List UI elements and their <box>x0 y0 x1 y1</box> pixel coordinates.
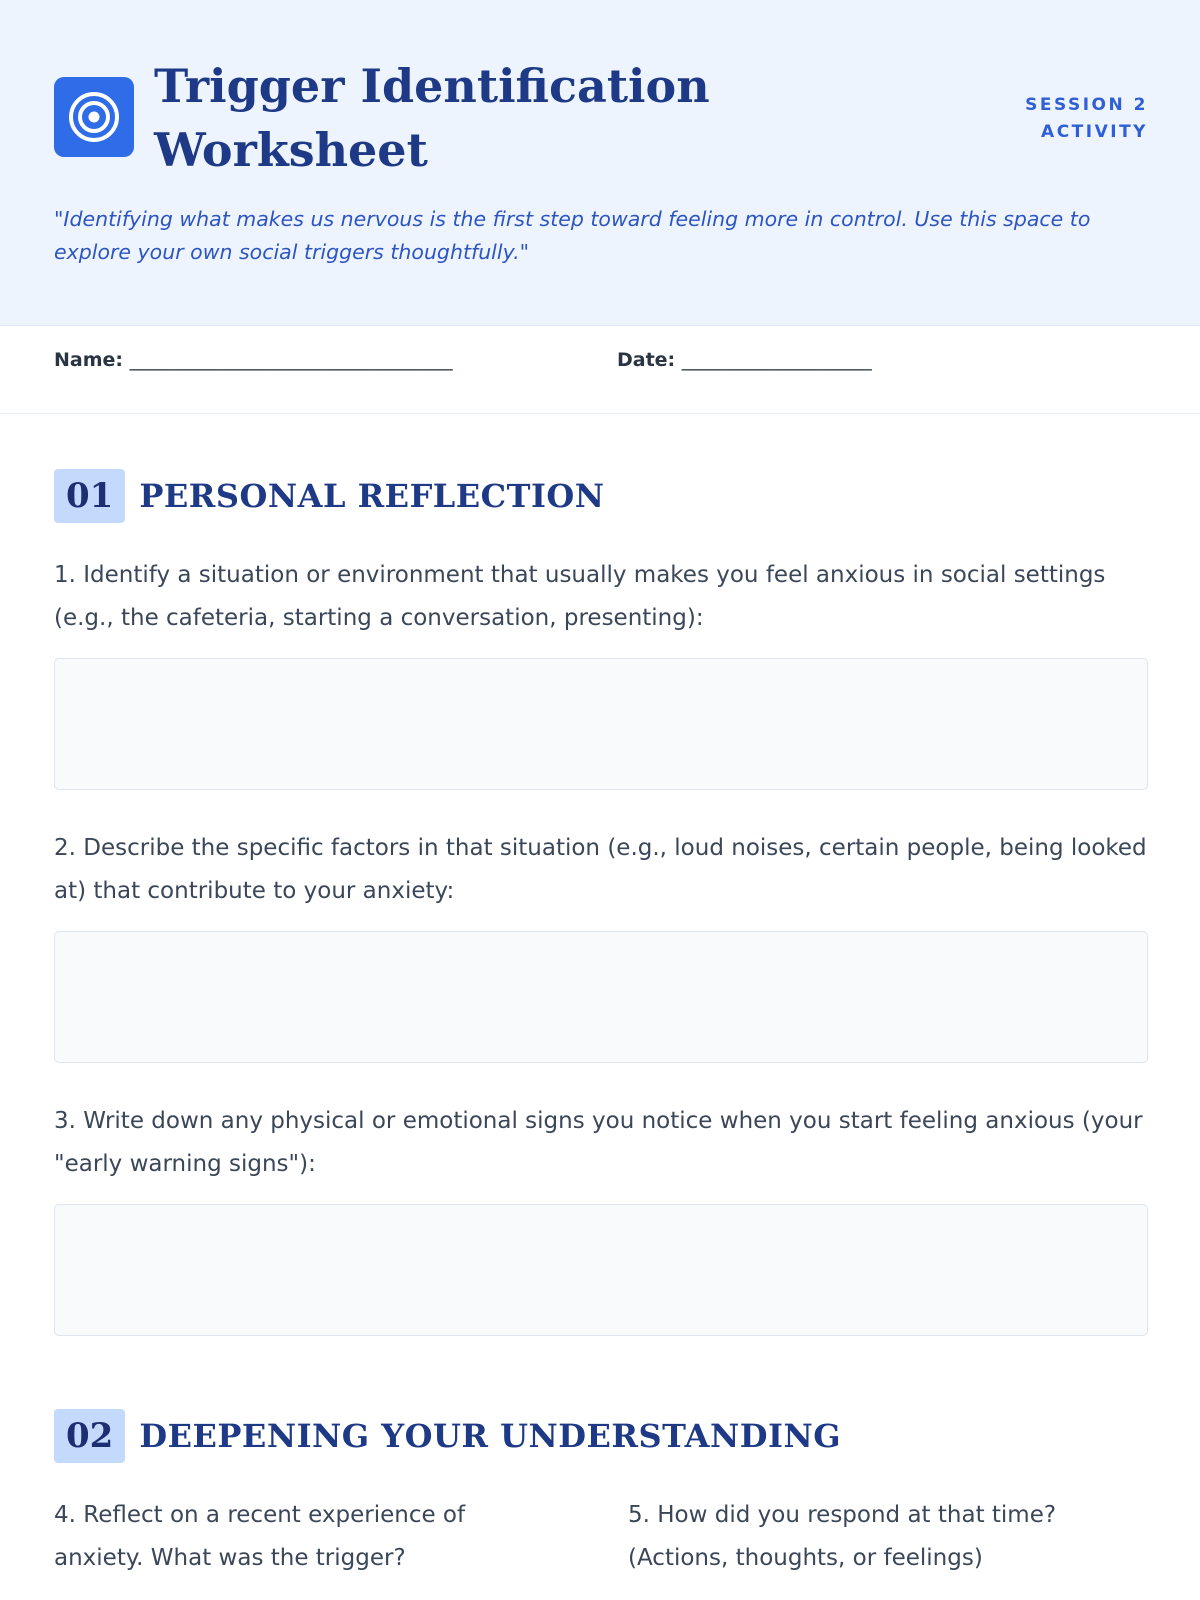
page-title: Trigger Identification Worksheet <box>154 59 710 177</box>
answer-box-3[interactable] <box>54 1204 1148 1336</box>
target-icon <box>54 77 134 157</box>
question-2: 2. Describe the specific factors in that situation (e.g., loud noises, certain people, being looked at) that contribute to your anxiety: <box>54 835 1147 904</box>
name-blank-line[interactable]: __________________________________ <box>129 349 453 371</box>
answer-box-1[interactable] <box>54 658 1148 790</box>
session-label: SESSION 2 ACTIVITY <box>1025 95 1148 142</box>
question-4: 4. Reflect on a recent experience of anxiety. What was the trigger? <box>54 1502 466 1571</box>
section-title: DEEPENING YOUR UNDERSTANDING <box>139 1417 842 1455</box>
section-number-badge: 02 <box>54 1409 125 1463</box>
date-field[interactable] <box>617 349 872 371</box>
question-3: 3. Write down any physical or emotional signs you notice when you start feeling anxious (your "early warning signs"): <box>54 1108 1143 1177</box>
section-number-badge: 01 <box>54 469 125 523</box>
question-1: 1. Identify a situation or environment that usually makes you feel anxious in social settings (e.g., the cafeteria, starting a conversation, presenting): <box>54 562 1106 631</box>
intro-quote: "Identifying what makes us nervous is the first step toward feeling more in control. Use this space to explore your own social triggers thoughtfully." <box>54 207 1091 264</box>
date-blank-line[interactable]: ____________________ <box>681 349 872 371</box>
worksheet-header <box>0 0 1200 326</box>
answer-box-2[interactable] <box>54 931 1148 1063</box>
student-info-row <box>0 326 1200 414</box>
question-5: 5. How did you respond at that time? (Actions, thoughts, or feelings) <box>628 1502 1057 1571</box>
section-title: PERSONAL REFLECTION <box>139 477 605 515</box>
name-field[interactable] <box>54 349 453 371</box>
name-label: Name: <box>54 349 124 371</box>
section-01-header <box>54 469 605 523</box>
date-label: Date: <box>617 349 676 371</box>
section-02-header <box>54 1409 841 1463</box>
worksheet-content <box>0 414 1200 1600</box>
